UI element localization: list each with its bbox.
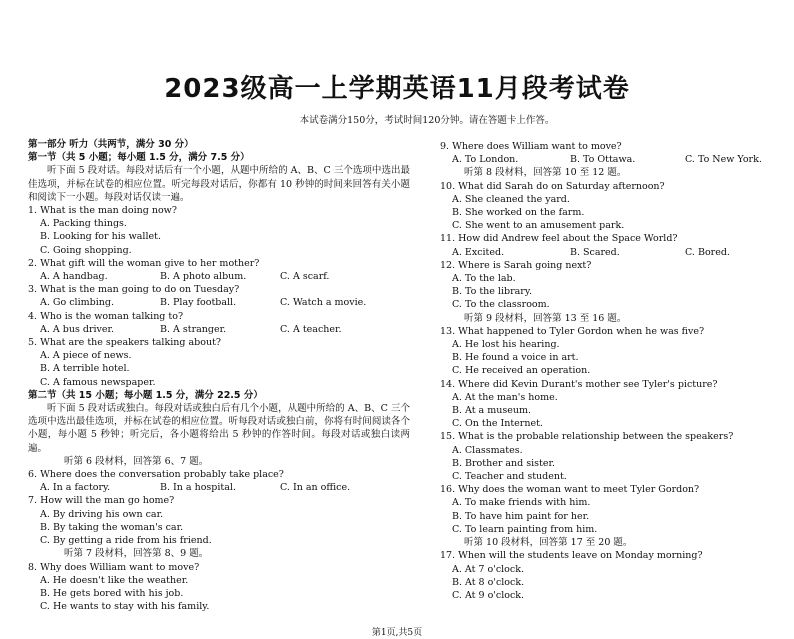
- option-c: C. At 9 o'clock.: [452, 589, 525, 601]
- option-c: C. A famous newspaper.: [40, 376, 156, 388]
- option-c: C. He wants to stay with his family.: [40, 601, 210, 613]
- question-stem: 12. Where is Sarah going next?: [440, 259, 592, 271]
- question-stem: 7. How will the man go home?: [28, 495, 175, 507]
- question-stem: 2. What gift will the woman give to her mother?: [28, 257, 260, 269]
- option-c: C. She went to an amusement park.: [452, 220, 625, 232]
- material-note: 听第 6 段材料，回答第 6、7 题。: [64, 455, 209, 467]
- question-stem: 13. What happened to Tyler Gordon when he was five?: [440, 325, 705, 337]
- option-c: C. A teacher.: [280, 323, 342, 335]
- question-stem: 16. Why does the woman want to meet Tyler Gordon?: [440, 484, 700, 496]
- option-c: C. Going shopping.: [40, 244, 132, 256]
- material-note: 听第 8 段材料，回答第 10 至 12 题。: [464, 167, 627, 179]
- option-c: C. In an office.: [280, 482, 351, 494]
- question-17: [440, 549, 780, 602]
- question-14: [440, 378, 780, 431]
- options-row: [440, 246, 780, 259]
- option-c: C. A scarf.: [280, 271, 330, 283]
- question-3: [28, 283, 410, 309]
- question-4: [28, 310, 410, 336]
- option-b: B. In a hospital.: [160, 482, 236, 494]
- question-stem: 11. How did Andrew feel about the Space World?: [440, 233, 678, 245]
- question-15: [440, 430, 780, 483]
- option-c: C. To the classroom.: [452, 299, 550, 311]
- option-c: C. Watch a movie.: [280, 297, 367, 309]
- option-a: A. She cleaned the yard.: [452, 193, 570, 205]
- question-12: [440, 259, 780, 325]
- question-stem: 8. Why does William want to move?: [28, 561, 200, 573]
- section2-instructions: 听下面 5 段对话或独白。每段对话或独白后有几个小题，从题中所给的 A、B、C 三个选项中选出最佳选项，并标在试卷的相应位置。听每段对话或独白前，你将有时间阅读各个小题，每小题 5 秒钟；听完后，各小题将给出 5 秒钟的作答时间。每段对话或独白读两遍。: [28, 403, 410, 454]
- option-b: B. A photo album.: [160, 271, 247, 283]
- option-a: A. To make friends with him.: [452, 497, 591, 509]
- option-a: A. In a factory.: [40, 482, 111, 494]
- option-a: A. At 7 o'clock.: [452, 563, 525, 575]
- question-stem: 15. What is the probable relationship between the speakers?: [440, 431, 734, 443]
- option-b: B. Looking for his wallet.: [40, 231, 161, 243]
- material-note: 听第 10 段材料，回答第 17 至 20 题。: [464, 537, 633, 549]
- option-a: A. By driving his own car.: [40, 508, 164, 520]
- page-footer: 第1页,共5页: [371, 628, 423, 638]
- question-stem: 6. Where does the conversation probably take place?: [28, 469, 284, 481]
- section2-heading: 第二节（共 15 小题；每小题 1.5 分，满分 22.5 分）: [28, 389, 263, 401]
- option-c: C. Teacher and student.: [452, 471, 567, 483]
- option-a: A. To London.: [452, 154, 519, 166]
- option-b: B. By taking the woman's car.: [40, 521, 184, 533]
- option-b: B. At a museum.: [452, 405, 532, 417]
- question-stem: 4. Who is the woman talking to?: [28, 310, 184, 322]
- right-column: [440, 140, 780, 602]
- option-c: C. He received an operation.: [452, 365, 591, 377]
- section1-heading: 第一节（共 5 小题；每小题 1.5 分，满分 7.5 分）: [28, 152, 250, 164]
- exam-title: 2023级高一上学期英语11月段考试卷: [164, 74, 630, 104]
- section1-instructions: 听下面 5 段对话。每段对话后有一个小题，从题中所给的 A、B、C 三个选项中选出最佳选项，并标在试卷的相应位置。听完每段对话后，你都有 10 秒钟的时间来回答有关小题和阅读下一小题。每段对话仅读一遍。: [28, 165, 410, 203]
- question-stem: 9. Where does William want to move?: [440, 141, 622, 152]
- question-1: [28, 204, 410, 257]
- question-2: [28, 257, 410, 283]
- option-b: B. He found a voice in art.: [452, 352, 579, 364]
- question-6: [28, 468, 410, 494]
- option-a: A. A bus driver.: [40, 323, 115, 335]
- question-5: [28, 336, 410, 389]
- option-c: C. On the Internet.: [452, 418, 543, 430]
- option-b: B. To have him paint for her.: [452, 510, 590, 522]
- options-row: [440, 153, 780, 166]
- option-b: B. To the library.: [452, 286, 532, 298]
- option-b: B. A terrible hotel.: [40, 363, 130, 375]
- option-b: B. To Ottawa.: [570, 154, 636, 166]
- option-c: C. Bored.: [685, 246, 730, 258]
- option-a: A. He doesn't like the weather.: [40, 574, 189, 586]
- option-a: A. At the man's home.: [452, 391, 558, 403]
- option-a: A. Go climbing.: [40, 297, 114, 309]
- option-c: C. By getting a ride from his friend.: [40, 535, 212, 547]
- option-b: B. Scared.: [570, 246, 620, 258]
- option-a: A. Classmates.: [452, 444, 523, 456]
- question-11: [440, 232, 780, 258]
- option-b: B. He gets bored with his job.: [40, 587, 184, 599]
- option-a: A. A piece of news.: [40, 350, 132, 362]
- options-row: [28, 323, 410, 336]
- option-a: A. Excited.: [452, 246, 505, 258]
- question-stem: 17. When will the students leave on Monday morning?: [440, 550, 703, 562]
- material-note: 听第 7 段材料，回答第 8、9 题。: [64, 548, 209, 560]
- options-row: [28, 481, 410, 494]
- left-column: [28, 138, 410, 613]
- question-9: [440, 140, 780, 180]
- option-b: B. She worked on the farm.: [452, 207, 585, 219]
- question-8: [28, 561, 410, 614]
- options-row: [28, 296, 410, 309]
- option-a: A. He lost his hearing.: [452, 339, 560, 351]
- exam-subtitle: 本试卷满分150分，考试时间120分钟。请在答题卡上作答。: [299, 115, 555, 126]
- option-a: A. To the lab.: [452, 273, 516, 285]
- question-16: [440, 483, 780, 549]
- option-b: B. Brother and sister.: [452, 457, 556, 469]
- part-heading: 第一部分 听力（共两节，满分 30 分）: [28, 139, 194, 150]
- option-a: A. A handbag.: [40, 271, 108, 283]
- question-stem: 1. What is the man doing now?: [28, 205, 177, 217]
- question-13: [440, 325, 780, 378]
- question-stem: 14. Where did Kevin Durant's mother see Tyler's picture?: [440, 378, 718, 390]
- option-c: C. To learn painting from him.: [452, 523, 598, 535]
- material-note: 听第 9 段材料，回答第 13 至 16 题。: [464, 312, 627, 324]
- option-b: B. Play football.: [160, 297, 237, 309]
- option-b: B. A stranger.: [160, 323, 227, 335]
- option-a: A. Packing things.: [40, 218, 127, 230]
- question-stem: 10. What did Sarah do on Saturday afternoon?: [440, 180, 665, 192]
- question-stem: 5. What are the speakers talking about?: [28, 337, 221, 349]
- question-7: [28, 494, 410, 547]
- option-b: B. At 8 o'clock.: [452, 576, 525, 588]
- options-row: [28, 270, 410, 283]
- option-c: C. To New York.: [685, 154, 762, 166]
- question-stem: 3. What is the man going to do on Tuesday?: [28, 284, 240, 296]
- question-10: [440, 180, 780, 233]
